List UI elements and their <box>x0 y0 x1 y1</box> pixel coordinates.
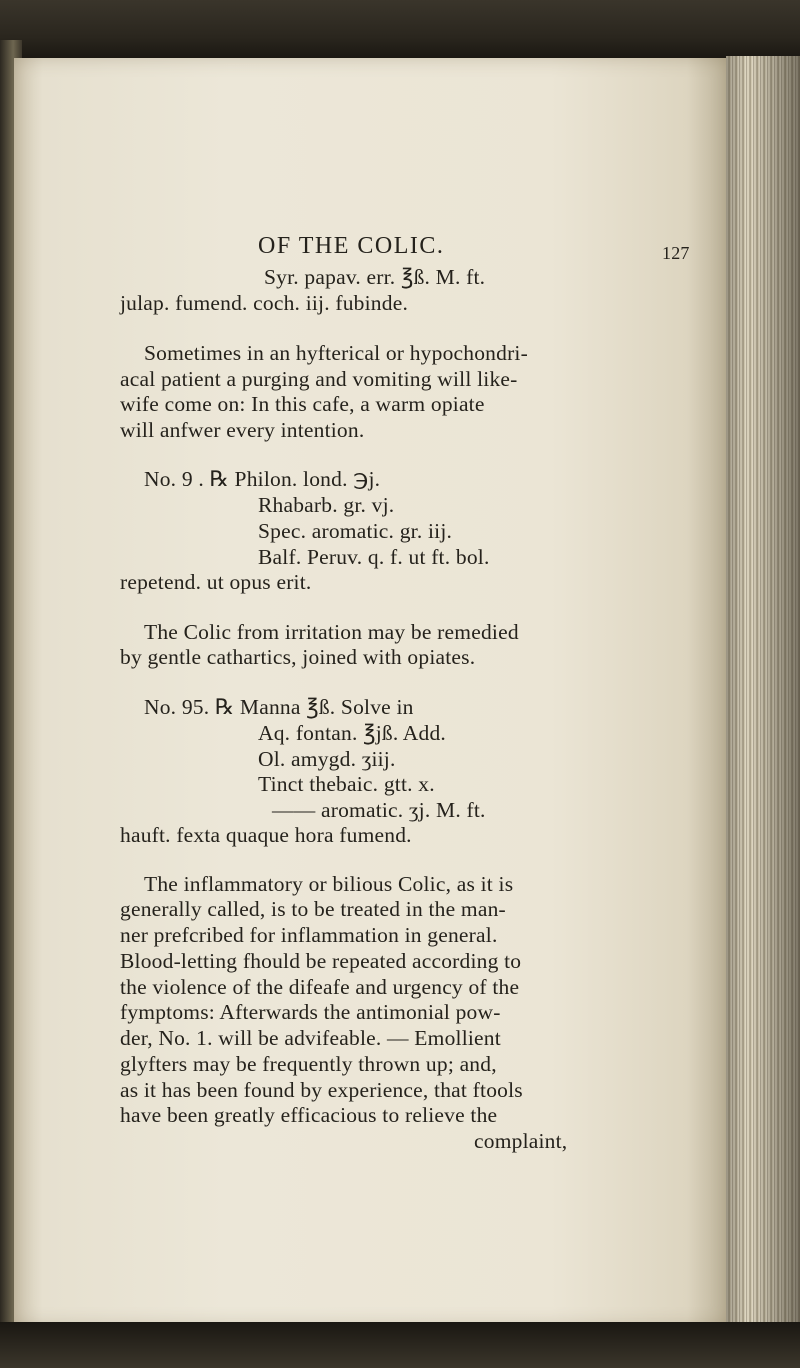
text-line: Tinct thebaic. gtt. x. <box>258 772 435 796</box>
text-line: as it has been found by experience, that ftools <box>120 1078 523 1102</box>
text-line: glyfters may be frequently thrown up; and, <box>120 1052 497 1076</box>
text-line: will anfwer every intention. <box>120 418 365 442</box>
text-line: Sometimes in an hyfterical or hypochondri- <box>144 341 528 365</box>
text-line: der, No. 1. will be advifeable. — Emollient <box>120 1026 501 1050</box>
text-line: Aq. fontan. ℥jß. Add. <box>258 721 447 745</box>
text-line: —— aromatic. ʒj. M. ft. <box>272 798 486 822</box>
text-line: wife come on: In this cafe, a warm opiate <box>120 392 485 416</box>
text-line: repetend. ut opus erit. <box>120 570 312 594</box>
text-line: generally called, is to be treated in the man- <box>120 897 506 921</box>
text-line: fymptoms: Afterwards the antimonial pow- <box>120 1000 501 1024</box>
text-line: Balf. Peruv. q. f. ut ft. bol. <box>258 545 490 569</box>
text-line: hauft. fexta quaque hora fumend. <box>120 823 412 847</box>
text-line: Spec. aromatic. gr. iij. <box>258 519 453 543</box>
text-line: Syr. papav. err. ℥ß. M. ft. <box>264 265 486 289</box>
text-line: The inflammatory or bilious Colic, as it is <box>144 872 514 896</box>
text-line: No. 95. ℞ Manna ℥ß. Solve in <box>144 695 414 719</box>
text-line: acal patient a purging and vomiting will like- <box>120 367 518 391</box>
text-line: The Colic from irritation may be remedied <box>144 620 519 644</box>
text-line: complaint, <box>474 1129 568 1153</box>
text-line: julap. fumend. coch. iij. fubinde. <box>120 291 409 315</box>
text-line: Blood-letting fhould be repeated according to <box>120 949 522 973</box>
running-head: OF THE COLIC. <box>258 233 445 259</box>
page-number: 127 <box>662 243 690 263</box>
text-line: have been greatly efficacious to relieve the <box>120 1103 498 1127</box>
text-line: by gentle cathartics, joined with opiates. <box>120 645 476 669</box>
text-line: the violence of the difeafe and urgency of the <box>120 975 520 999</box>
text-line: Rhabarb. gr. vj. <box>258 493 395 517</box>
text-line: Ol. amygd. ʒiij. <box>258 747 396 771</box>
text-line: No. 9 . ℞ Philon. lond. ℈j. <box>144 467 381 491</box>
text-line: ner prefcribed for inflammation in general. <box>120 923 498 947</box>
